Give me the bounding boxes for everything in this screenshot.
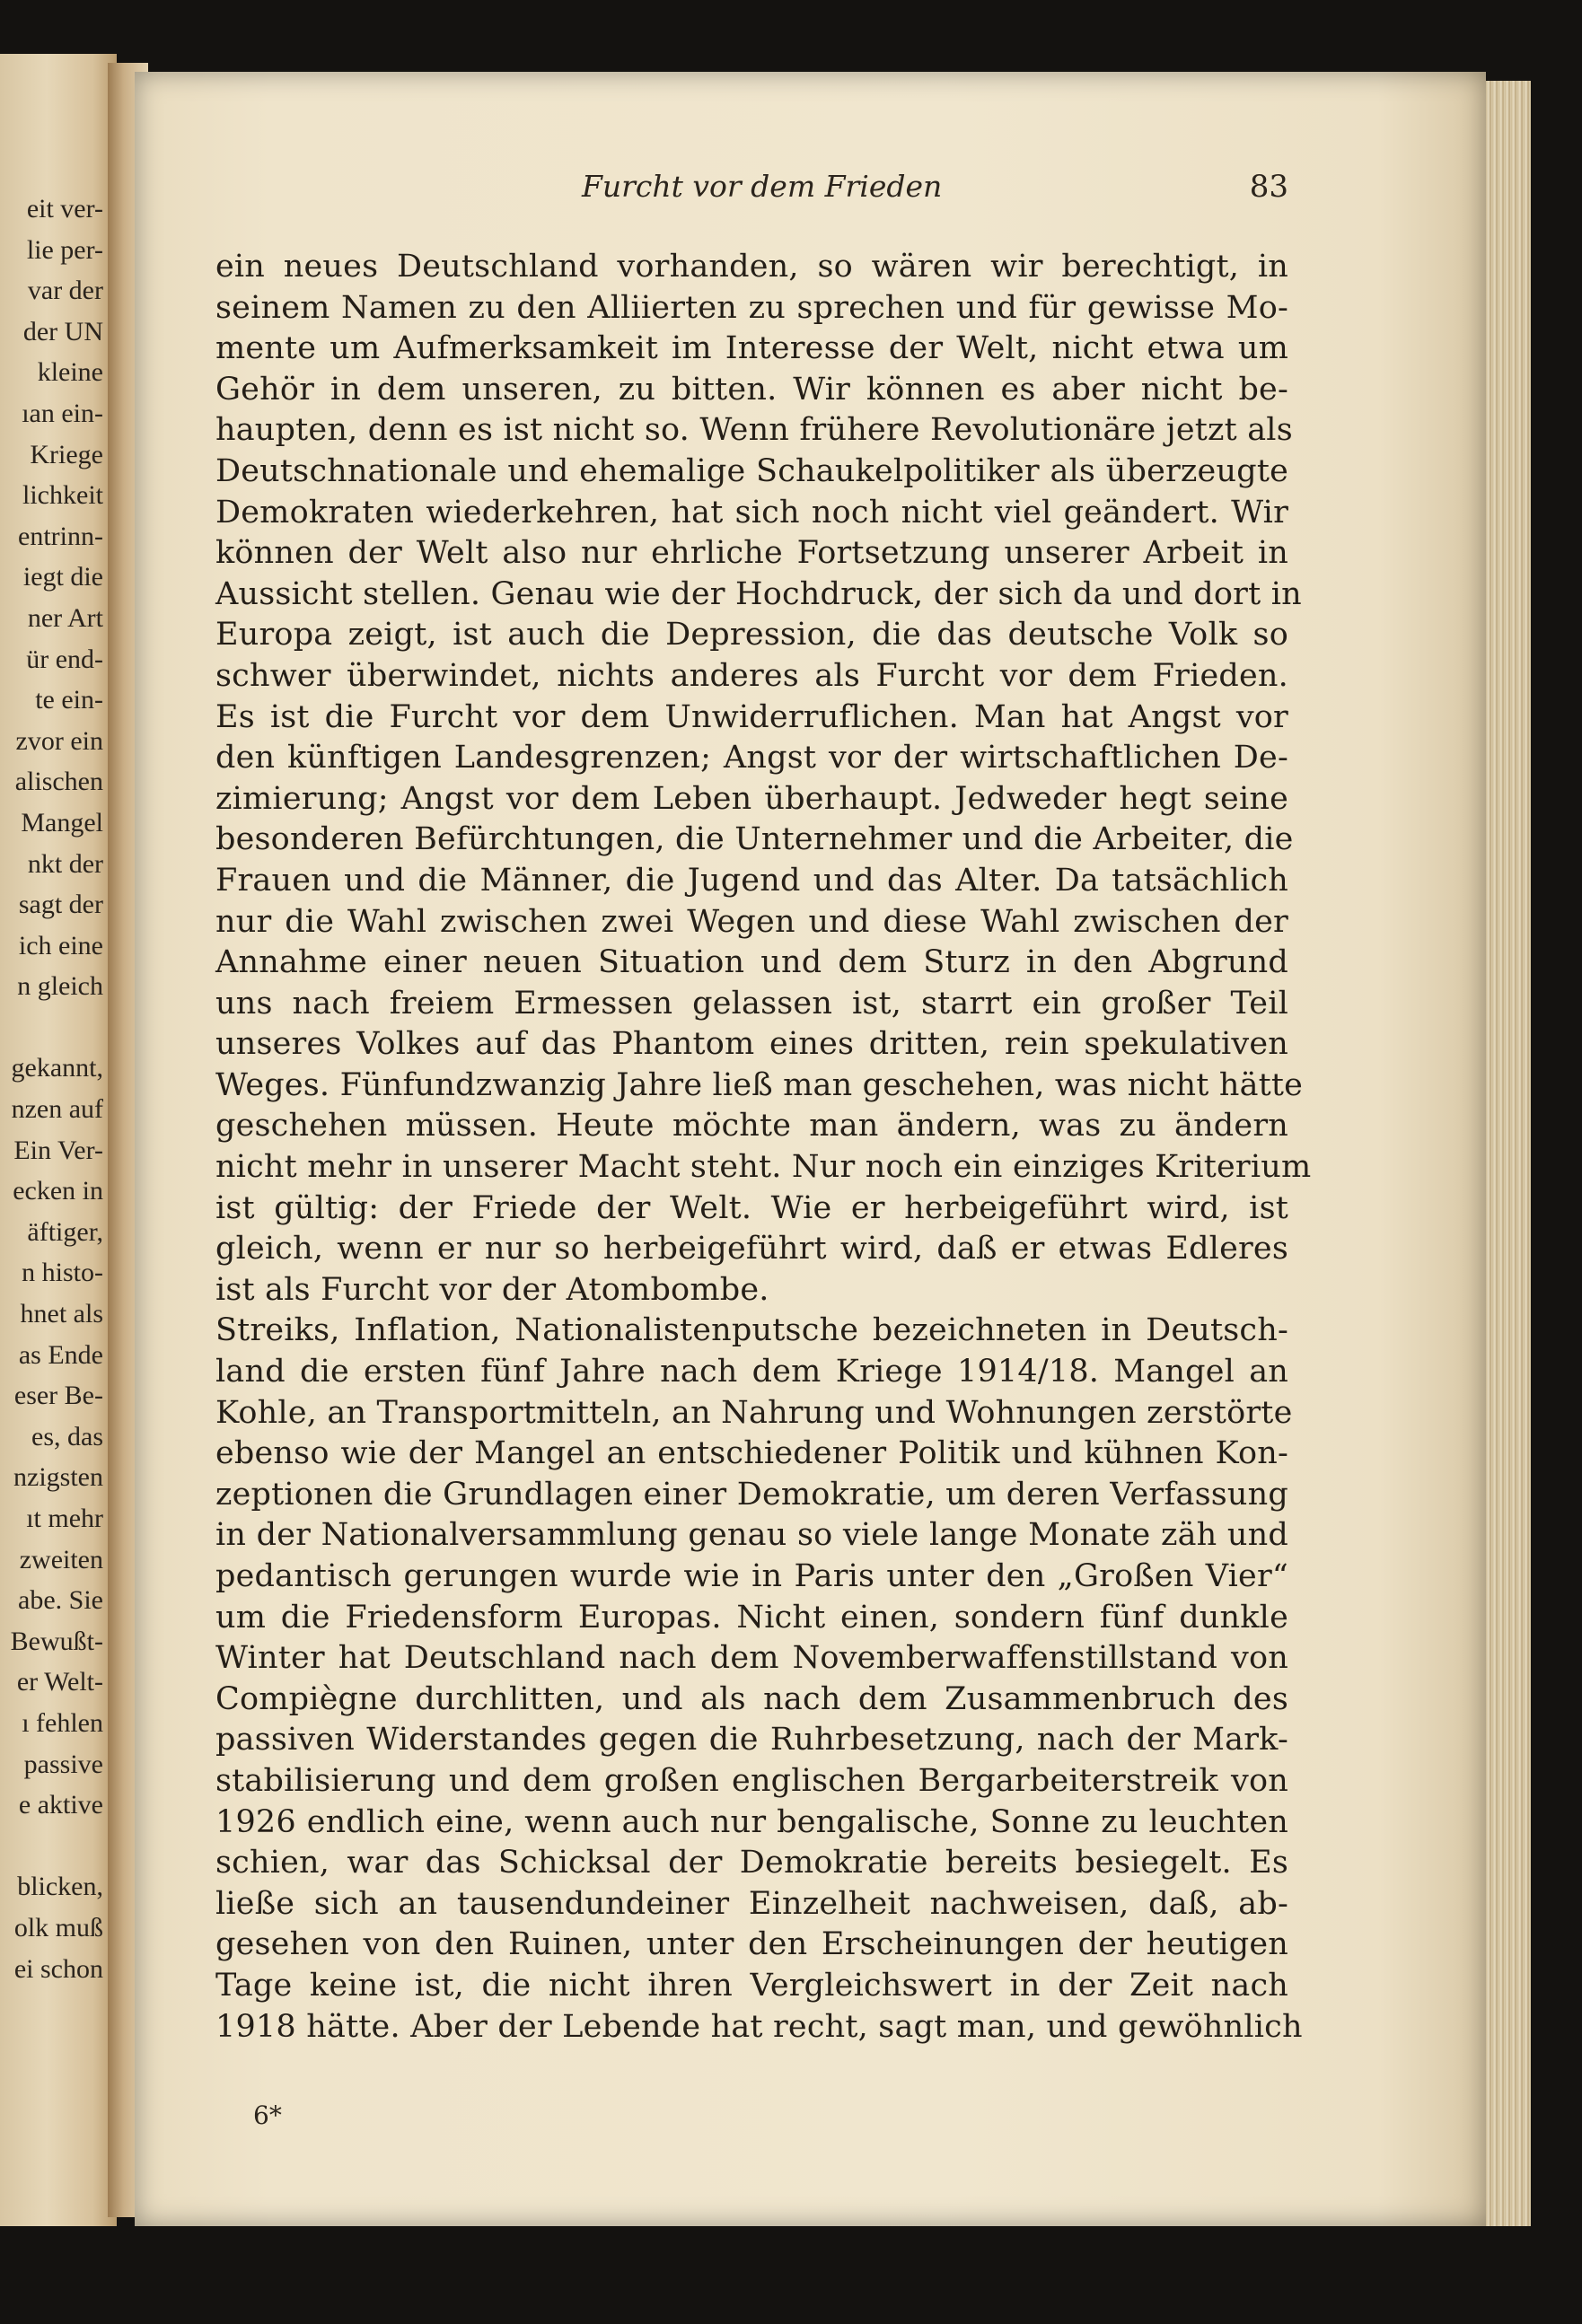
facing-page-line: nkt der <box>27 848 103 879</box>
facing-page-line: lie per- <box>26 234 103 265</box>
facing-page-line: n gleich <box>17 971 103 1002</box>
text-line: Winter hat Deutschland nach dem Novemberwaffenstillstand von <box>215 1640 1288 1677</box>
text-line: nicht mehr in unserer Macht steht. Nur noch ein einziges Kriterium <box>215 1149 1312 1186</box>
text-line: zeptionen die Grundlagen einer Demokratie, um deren Verfassung <box>215 1476 1288 1513</box>
body-text <box>215 247 1312 2048</box>
facing-page-line: te ein- <box>35 685 103 715</box>
facing-page-line: kleine <box>37 357 103 388</box>
text-line: nur die Wahl zwischen zwei Wegen und diese Wahl zwischen der <box>215 903 1288 940</box>
text-line: 1918 hätte. Aber der Lebende hat recht, sagt man, und gewöhnlich <box>215 2008 1303 2045</box>
text-line: gesehen von den Ruinen, unter den Erscheinungen der heutigen <box>215 1926 1288 1963</box>
text-line: passiven Widerstandes gegen die Ruhrbesetzung, nach der Mark- <box>215 1722 1288 1758</box>
facing-page-text <box>0 189 112 1989</box>
facing-page-line: er Welt- <box>16 1667 103 1697</box>
text-line: ist als Furcht vor der Atombombe. <box>215 1271 769 1308</box>
facing-page-line: Mangel <box>21 807 103 838</box>
text-line: Frauen und die Männer, die Jugend und das Alter. Da tatsächlich <box>215 862 1288 899</box>
text-line: geschehen müssen. Heute möchte man ändern, was zu ändern <box>215 1108 1288 1144</box>
facing-page-line: alischen <box>14 767 103 797</box>
text-line: ist gültig: der Friede der Welt. Wie er herbeigeführt wird, ist <box>215 1189 1288 1226</box>
text-line: seinem Namen zu den Alliierten zu sprechen und für gewisse Mo- <box>215 289 1288 326</box>
facing-page-line: ner Art <box>27 602 103 633</box>
facing-page-line <box>0 1007 112 1048</box>
facing-page-line: blicken, <box>17 1872 103 1902</box>
text-line: Es ist die Furcht vor dem Unwiderruflichen. Man hat Angst vor <box>215 698 1288 735</box>
text-line: Demokraten wiederkehren, hat sich noch nicht viel geändert. Wir <box>215 494 1288 531</box>
facing-page-line: var der <box>27 276 103 306</box>
facing-page-line: zvor ein <box>15 725 103 756</box>
text-line: besonderen Befürchtungen, die Unternehmer und die Arbeiter, die <box>215 821 1294 858</box>
facing-page-line: sagt der <box>18 890 103 920</box>
facing-page-line: eser Be- <box>13 1381 103 1411</box>
facing-page-line: Kriege <box>30 439 103 469</box>
facing-page-line: ich eine <box>18 930 103 960</box>
facing-page-line: Bewußt- <box>10 1626 103 1656</box>
facing-page-line: iegt die <box>22 562 103 592</box>
text-line: den künftigen Landesgrenzen; Angst vor der wirtschaftlichen De- <box>215 740 1288 776</box>
facing-page-line: ei schon <box>13 1953 103 1984</box>
page-number: 83 <box>1249 169 1288 205</box>
signature-mark: 6* <box>253 2100 282 2130</box>
text-line: Annahme einer neuen Situation und dem Sturz in den Abgrund <box>215 944 1288 981</box>
text-line: uns nach freiem Ermessen gelassen ist, starrt ein großer Teil <box>215 985 1288 1022</box>
text-line: gleich, wenn er nur so herbeigeführt wird, daß er etwas Edleres <box>215 1231 1288 1267</box>
text-line: ließe sich an tausendundeiner Einzelheit nachweisen, daß, ab- <box>215 1885 1288 1922</box>
text-line: land die ersten fünf Jahre nach dem Kriege 1914/18. Mangel an <box>215 1354 1288 1390</box>
text-line: Deutschnationale und ehemalige Schaukelpolitiker als überzeugte <box>215 452 1288 489</box>
facing-page-line <box>0 1826 112 1867</box>
text-line: Compiègne durchlitten, und als nach dem Zusammenbruch des <box>215 1680 1288 1717</box>
running-header <box>215 169 1288 214</box>
facing-page-line: ecken in <box>13 1176 103 1206</box>
facing-page-line: passive <box>23 1749 103 1779</box>
text-line: Aussicht stellen. Genau wie der Hochdruck, der sich da und dort in <box>215 575 1302 612</box>
facing-page-line: olk muß <box>13 1912 103 1943</box>
facing-page-line: äftiger, <box>27 1216 103 1247</box>
facing-page-line: eit ver- <box>26 194 103 224</box>
facing-page-line: es, das <box>31 1421 103 1451</box>
text-line: schwer überwindet, nichts anderes als Furcht vor dem Frieden. <box>215 657 1288 694</box>
facing-page-line: n histo- <box>22 1258 103 1288</box>
facing-page-line: gekannt, <box>11 1053 103 1083</box>
text-line: Gehör in dem unseren, zu bitten. Wir können es aber nicht be- <box>215 371 1288 408</box>
text-line: ebenso wie der Mangel an entschiedener Politik und kühnen Kon- <box>215 1435 1288 1472</box>
text-line: pedantisch gerungen wurde wie in Paris unter den „Großen Vier“ <box>215 1558 1288 1594</box>
text-line: Europa zeigt, ist auch die Depression, die das deutsche Volk so <box>215 617 1288 653</box>
facing-page-line: ür end- <box>26 644 103 674</box>
facing-page <box>0 54 117 2226</box>
facing-page-line: as Ende <box>18 1339 103 1370</box>
text-line: ein neues Deutschland vorhanden, so wären wir berechtigt, in <box>215 249 1288 285</box>
text-line: um die Friedensform Europas. Nicht einen, sondern fünf dunkle <box>215 1599 1288 1636</box>
text-line: in der Nationalversammlung genau so viele lange Monate zäh und <box>215 1517 1288 1554</box>
facing-page-line: nzen auf <box>11 1094 103 1125</box>
facing-page-line: zweiten <box>19 1544 103 1574</box>
facing-page-line: ıan ein- <box>22 398 103 428</box>
text-line: haupten, denn es ist nicht so. Wenn frühere Revolutionäre jetzt als <box>215 412 1293 449</box>
facing-page-line: nzigsten <box>13 1462 103 1493</box>
facing-page-line: abe. Sie <box>18 1585 103 1616</box>
running-title: Furcht vor dem Frieden <box>582 169 943 204</box>
facing-page-line: Ein Ver- <box>13 1135 103 1165</box>
text-line: unseres Volkes auf das Phantom eines dritten, rein spekulativen <box>215 1026 1288 1063</box>
text-line: Tage keine ist, die nicht ihren Vergleichswert in der Zeit nach <box>215 1967 1288 2004</box>
text-line: können der Welt also nur ehrliche Fortsetzung unserer Arbeit in <box>215 535 1288 572</box>
text-line: Weges. Fünfundzwanzig Jahre ließ man geschehen, was nicht hätte <box>215 1066 1304 1103</box>
facing-page-line: hnet als <box>20 1299 103 1329</box>
page-edges <box>1486 81 1531 2226</box>
text-line: stabilisierung und dem großen englischen Bergarbeiterstreik von <box>215 1762 1288 1799</box>
facing-page-line: lichkeit <box>22 480 103 511</box>
facing-page-line: ı fehlen <box>22 1707 103 1738</box>
text-line: mente um Aufmerksamkeit im Interesse der Welt, nicht etwa um <box>215 330 1288 367</box>
facing-page-line: ıt mehr <box>26 1504 103 1533</box>
facing-page-line: entrinn- <box>18 521 103 551</box>
text-line: schien, war das Schicksal der Demokratie bereits besiegelt. Es <box>215 1845 1288 1881</box>
text-line: Kohle, an Transportmitteln, an Nahrung und Wohnungen zerstörte <box>215 1394 1293 1431</box>
facing-page-line: der UN <box>22 316 103 346</box>
facing-page-line: e aktive <box>18 1790 103 1820</box>
text-line: zimierung; Angst vor dem Leben überhaupt. Jedweder hegt seine <box>215 780 1288 817</box>
text-line: 1926 endlich eine, wenn auch nur bengalische, Sonne zu leuchten <box>215 1803 1288 1840</box>
text-line: Streiks, Inflation, Nationalistenputsche bezeichneten in Deutsch- <box>215 1312 1288 1349</box>
